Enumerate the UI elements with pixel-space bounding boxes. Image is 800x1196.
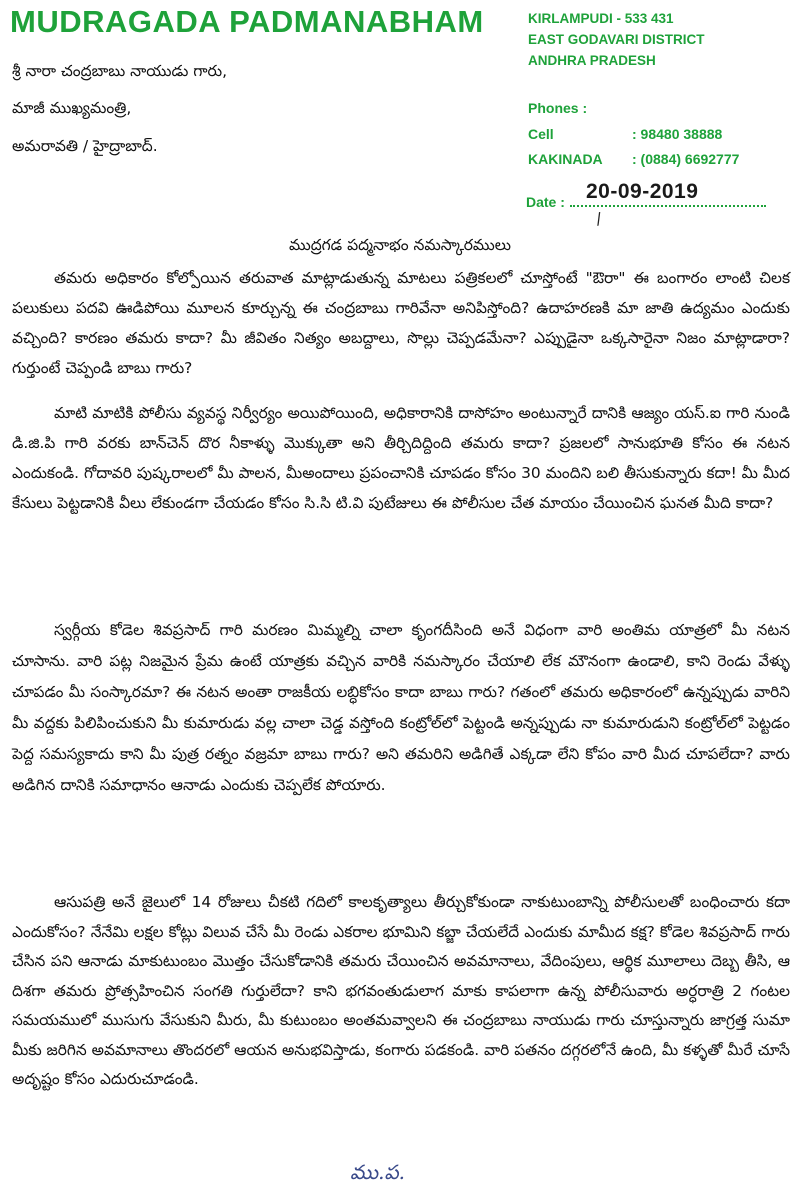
paragraph-4: ఆసుపత్రి అనే జైలులో 14 రోజులు చీకటి గదిలో కాలకృత్యాలు తీర్చుకోకుండా నాకుటుంబాన్ని పోలీసులతో బంధించారు కదా ఎందుకోసం? నేనేమి లక్షల కోట్లు విలువ చేసే మీ రెండు ఎకరాల భూమిని కబ్జా చేయలేదే ఎందుకు మామీద కక్ష? కోడెల శివప్రసాద్ గారు చేసిన పని ఆనాడు మాకుటుంబం మొత్తం చేసుకోడానికి తమరు చేయించిన అవమానాలు, వేదింపులు, ఆర్థిక మూలాలు దెబ్బ తీసి, ఆ దిశగా తమరు ప్రోత్సహించిన సంగతి గుర్తులేదా? కాని భగవంతుడులాగ మాకు కాపలాగా ఉన్న పోలీసువారు అర్ధరాత్రి 2 గంటల సమయములో ముసుగు వేసుకుని మీరు, మీ కుటుంబం అంతమవ్వాలని ఈ చంద్రబాబు నాయుడు గారు చూస్తున్నారు జాగ్రత్త సుమా మీకు జరిగిన అవమానాలు తొందరలో ఆయన అనుభవిస్తాడు, కంగారు పడకండి. వారి పతనం దగ్గరలోనే ఉంది, మీ కళ్ళతో మీరే చూసే అదృష్టం కోసం ఎదురుచూడండి. — [12, 893, 790, 1088]
phone-number: : (0884) 6692777 — [632, 151, 740, 167]
date-value: 20-09-2019 — [586, 180, 699, 203]
address-line: ANDHRA PRADESH — [528, 53, 656, 68]
phone-row-cell — [528, 126, 723, 142]
paragraph-3: స్వర్గీయ కోడెల శివప్రసాద్ గారి మరణం మిమ్మల్ని చాలా కృంగదీసింది అనే విధంగా వారి అంతిమ యాత్రలో మీ నటన చూసాను. వారి పట్ల నిజమైన ప్రేమ ఉంటే యాత్రకు వచ్చిన వారికి నమస్కారం చేయాలి లేక మౌనంగా ఉండాలి, కాని రెండు వేళ్ళు చూపడం మీ సంస్కారమా? ఈ నటన అంతా రాజకీయ లబ్ధికోసం కాదా బాబు గారు? గతంలో తమరు అధికారంలో ఉన్నప్పుడు వారిని మీ వద్దకు పిలిపించుకుని మీ కుమారుడు వల్ల చాలా చెడ్డ వస్తోంది కంట్రోల్‌లో పెట్టండి అన్నప్పుడు నా కుమారుడుని కంట్రోల్‌లో పెట్టడం పెద్ద సమస్యకాదు కాని మీ పుత్ర రత్నం వజ్రమా బాబు గారు? అని తమరిని అడిగితే ఎక్కడా లేని కోపం వారి మీద చూపలేదా? వారు అడిగిన దానికి సమాధానం ఆనాడు ఎందుకు చెప్పలేక పోయారు. — [12, 621, 790, 794]
letterhead-name: MUDRAGADA PADMANABHAM — [10, 4, 484, 39]
paragraph-2: మాటి మాటికి పోలీసు వ్యవస్థ నిర్వీర్యం అయిపోయింది, అధికారానికి దాసోహం అంటున్నారే దానికి ఆజ్యం యస్.ఐ గారి నుండి డి.జి.పి గారి వరకు బాన్‌చెన్ దొర నీకాళ్ళు మొక్కుతా అని తీర్చిదిద్దింది తమరు కాదా? ప్రజలలో సానుభూతి కోసం ఈ నటన ఎందుకండి. గోదావరి పుష్కరాలలో మీ పాలన, మీఅందాలు ప్రపంచానికి చూపడం కోసం 30 మందిని బలి తీసుకున్నారు కదా! మీ మీద కేసులు పెట్టడానికి వీలు లేకుండగా చేయడం కోసం సి.సి టి.వి పుటేజులు ఈ పోలీసుల చేత మాయం చేయించిన ఘనత మీది కాదా? — [12, 404, 790, 512]
date-pen-mark: / — [594, 208, 603, 229]
salutation: ముద్రగడ పద్మనాభం నమస్కారములు — [288, 236, 512, 254]
recipient-line-2: మాజీ ముఖ్యమంత్రి, — [12, 99, 132, 117]
signature: ము.ప. — [350, 1160, 406, 1184]
phones-label: Phones : — [528, 100, 588, 116]
letterhead-address — [528, 8, 705, 71]
phone-label: Cell — [528, 126, 554, 142]
paragraph-1: తమరు అధికారం కోల్పోయిన తరువాత మాట్లాడుతున్న మాటలు పత్రికలలో చూస్తోంటే "ఔరా" ఈ బంగారం లాంటి చిలక పలుకులు పదవి ఊడిపోయి మూలన కూర్చున్న ఈ చంద్రబాబు గారివేనా అనిపిస్తోంది? ఉదాహరణకి మా జాతి ఉద్యమం ఎందుకు వచ్చింది? కారణం తమరు కాదా? మీ జీవితం నిత్యం అబద్దాలు, సొల్లు చెప్పడమేనా? ఎప్పుడైనా ఒక్కసారైనా నిజం మాట్లాడారా? గుర్తుంటే చెప్పండి బాబు గారు? — [12, 269, 790, 377]
recipient-line-3: అమరావతి / హైద్రాబాద్. — [12, 137, 158, 155]
recipient-line-1: శ్రీ నారా చంద్రబాబు నాయుడు గారు, — [12, 62, 228, 80]
phone-number: : 98480 38888 — [632, 126, 723, 142]
phone-row-kakinada — [528, 151, 740, 167]
address-line: KIRLAMPUDI - 533 431 — [528, 11, 674, 26]
date-dotted-line — [570, 205, 766, 207]
phone-label: KAKINADA — [528, 151, 603, 167]
date-label: Date : — [526, 194, 565, 210]
address-line: EAST GODAVARI DISTRICT — [528, 32, 705, 47]
